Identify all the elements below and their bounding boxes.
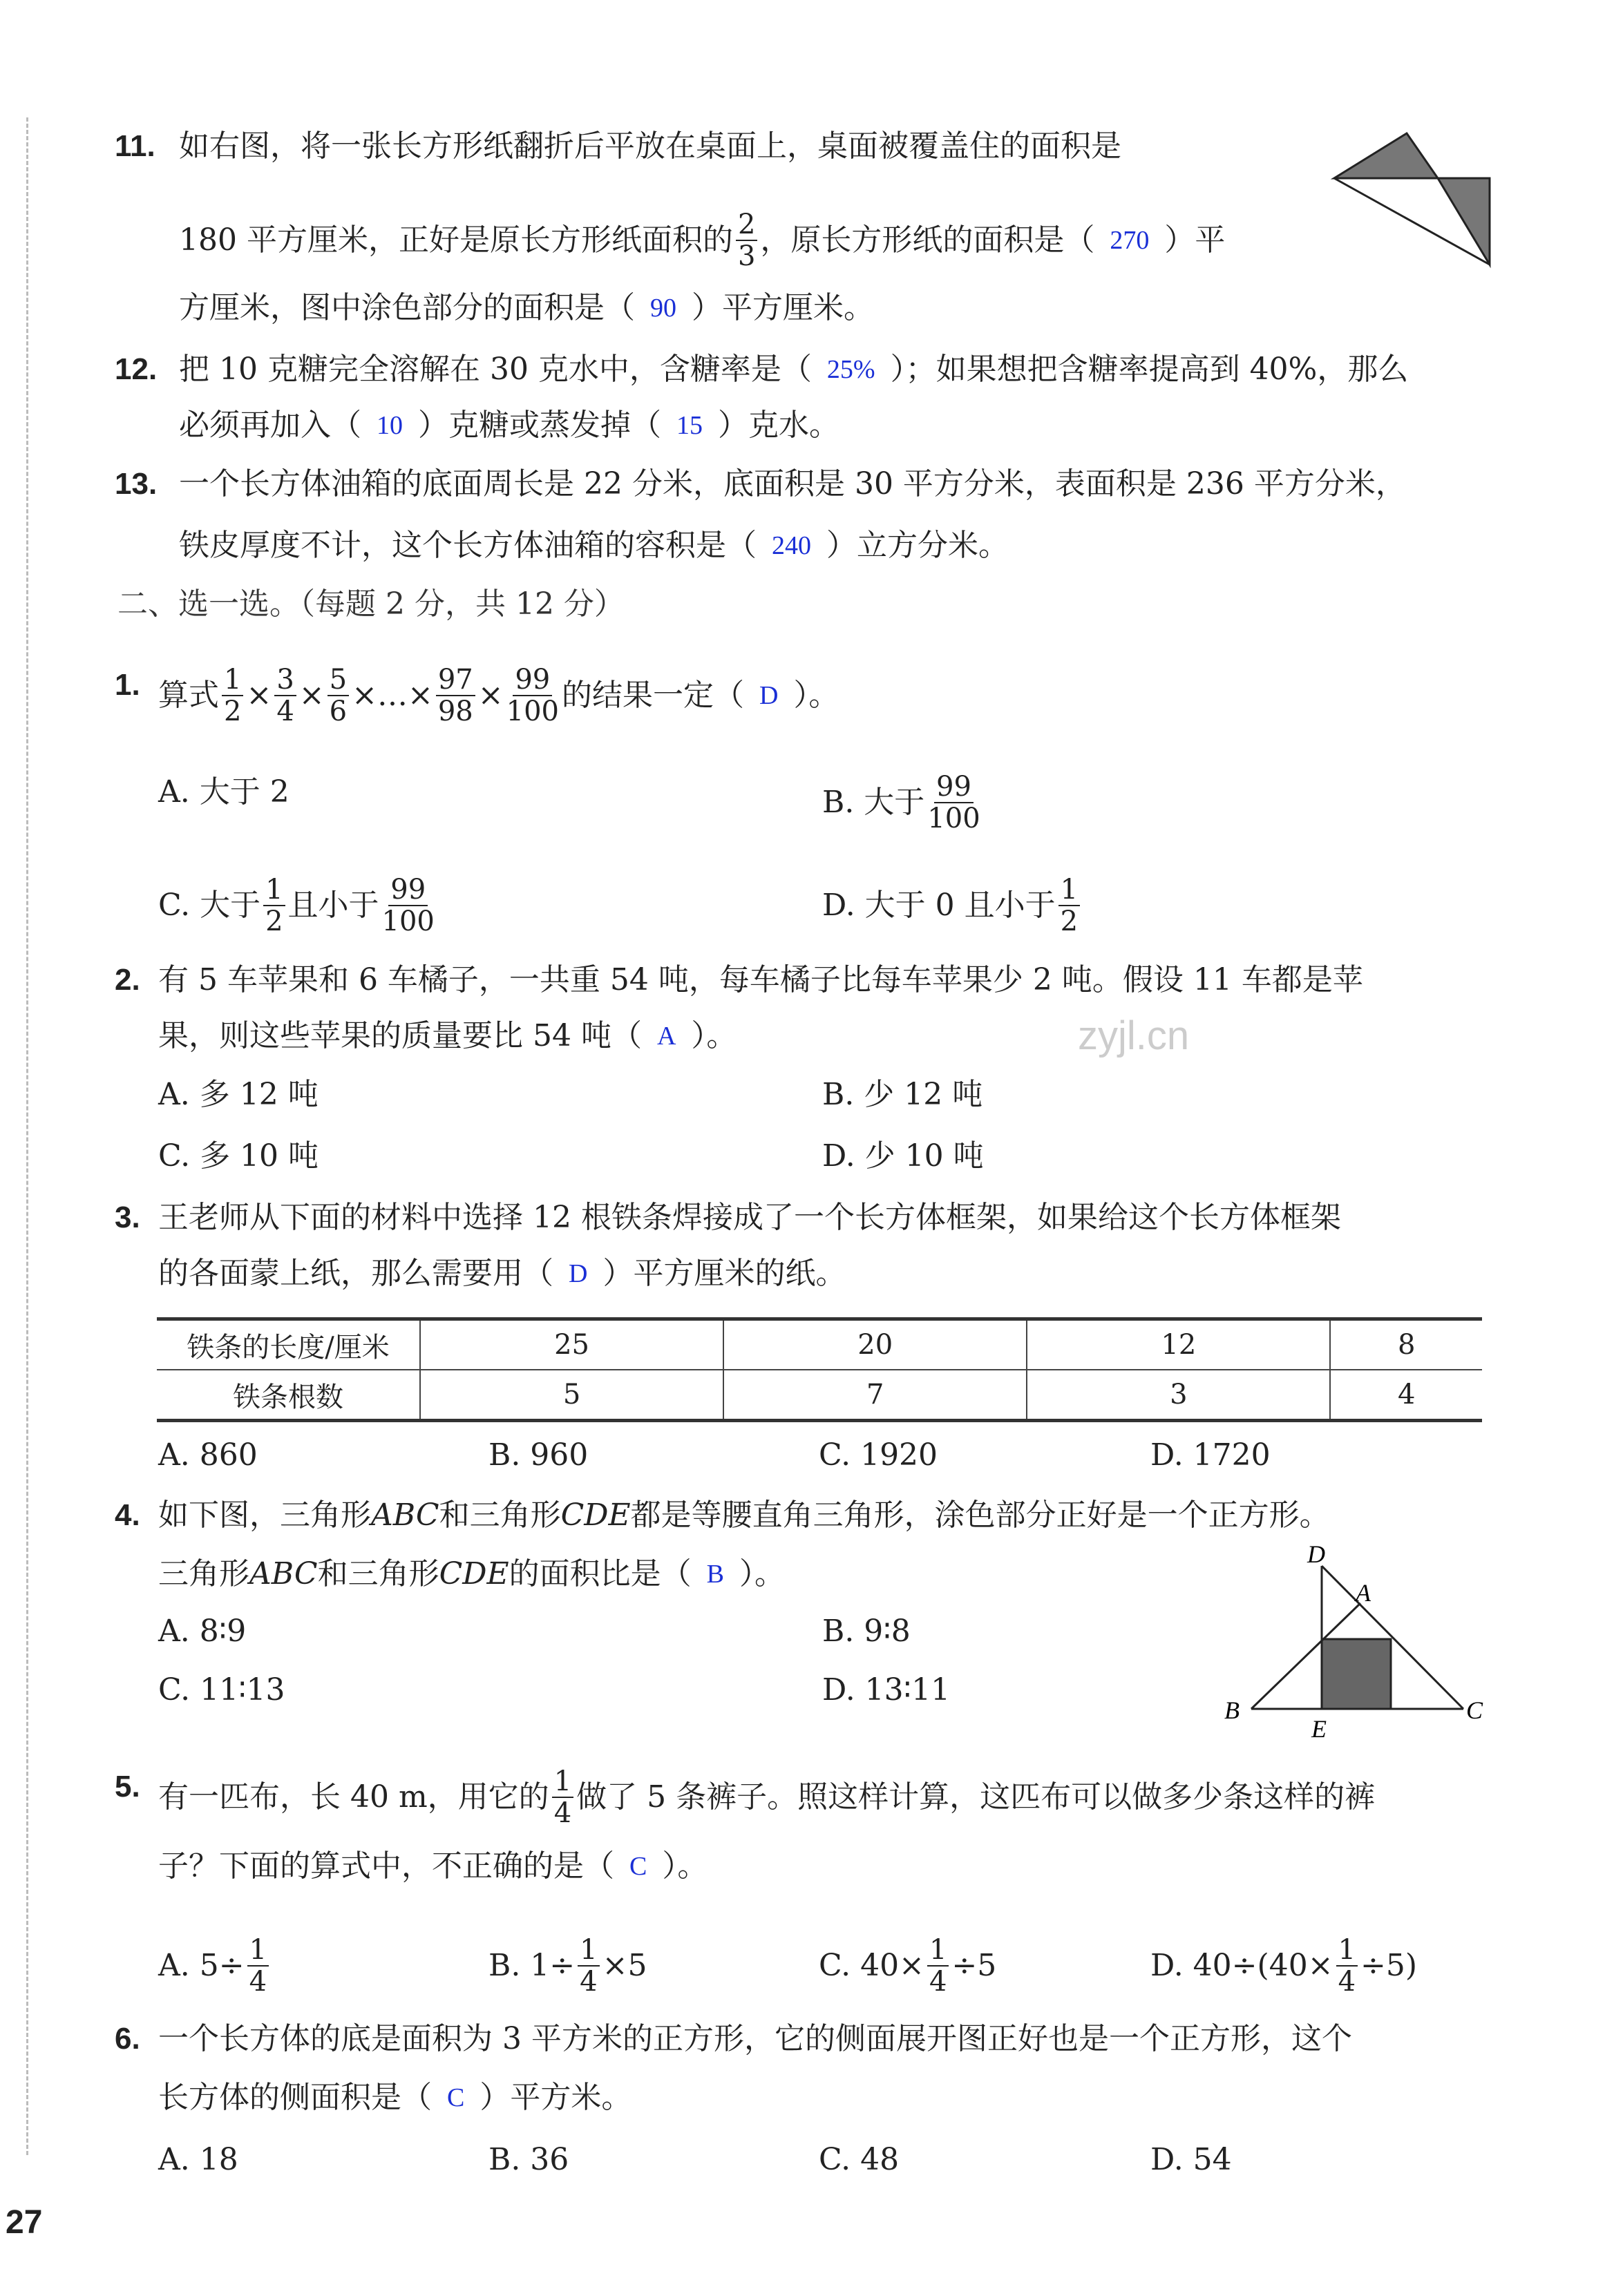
text-segment: D. 13∶11 (822, 1672, 951, 1707)
text-segment: 的各面蒙上纸，那么需要用（ (158, 1256, 553, 1291)
answer-text: 10 (377, 411, 403, 440)
text-segment: 如下图，三角形 (158, 1498, 371, 1533)
option-c[interactable] (158, 1136, 319, 1177)
text-segment: ）立方分米。 (826, 528, 1009, 563)
fraction (222, 664, 243, 727)
option-d[interactable] (822, 874, 1083, 937)
answer-text: D (759, 681, 779, 710)
iron-bar-table (157, 1317, 1482, 1422)
table-cell: 3 (1027, 1370, 1330, 1421)
question-text (179, 405, 839, 446)
shaded-square (1322, 1639, 1391, 1709)
fraction (927, 772, 980, 834)
fraction (247, 1935, 269, 1997)
option-a[interactable] (158, 1074, 319, 1116)
denominator: 4 (553, 1797, 572, 1829)
fraction (382, 874, 435, 937)
numerator: 1 (927, 1935, 949, 1967)
text-segment: 的面积比是（ (509, 1556, 692, 1591)
question-number: 5. (115, 1770, 140, 1804)
numerator: 1 (263, 874, 285, 906)
text-segment: 一个长方体的底是面积为 3 平方米的正方形，它的侧面展开图正好也是一个正方形，这个 (158, 2021, 1352, 2056)
question-number: 12. (115, 352, 158, 386)
denominator: 4 (276, 696, 294, 727)
question-number: 2. (115, 963, 140, 997)
text-segment: C. 大于 (158, 888, 261, 923)
answer-text: 240 (772, 531, 811, 560)
text-segment: 二、选一选。（每题 2 分，共 12 分） (117, 586, 625, 622)
option-a[interactable] (158, 772, 289, 813)
numerator: 1 (247, 1935, 269, 1967)
watermark: zyjl.cn (1078, 1013, 1190, 1058)
question-text (179, 287, 874, 329)
denominator: 6 (329, 696, 348, 727)
question-number: 1. (115, 668, 140, 702)
answer-text: C (629, 1852, 647, 1881)
question-text (158, 1015, 737, 1057)
text-segment: 果，则这些苹果的质量要比 54 吨（ (158, 1018, 642, 1053)
math-label: CDE (439, 1556, 509, 1591)
text-segment: ）；如果想把含糖率提高到 40%，那么 (890, 352, 1409, 387)
text-segment: 三角形 (158, 1556, 249, 1591)
text-segment: 如右图，将一张长方形纸翻折后平放在桌面上，桌面被覆盖住的面积是 (179, 128, 1121, 164)
option-d[interactable] (1150, 2139, 1232, 2181)
folded-paper-figure (1327, 128, 1492, 269)
shaded-sliver (1438, 178, 1490, 265)
text-segment: 方厘米，图中涂色部分的面积是（ (179, 290, 635, 325)
text-segment: 铁皮厚度不计，这个长方体油箱的容积是（ (179, 528, 757, 563)
option-b[interactable] (822, 1074, 982, 1116)
table-cell: 20 (723, 1319, 1027, 1370)
text-segment: 和三角形 (317, 1556, 439, 1591)
numerator: 1 (1336, 1935, 1358, 1967)
text-segment: B. 960 (488, 1437, 589, 1473)
denominator: 2 (224, 696, 242, 727)
denominator: 3 (737, 240, 756, 272)
text-segment: D. 少 10 吨 (822, 1138, 984, 1174)
text-segment: ÷5 (951, 1948, 997, 1983)
text-segment: C. 1920 (819, 1437, 938, 1473)
table-cell: 12 (1027, 1319, 1330, 1370)
text-segment: B. 少 12 吨 (822, 1077, 983, 1112)
answer-text: 25% (826, 355, 875, 384)
question-text (179, 525, 1009, 566)
numerator: 3 (274, 664, 296, 696)
text-segment: ×…× (352, 678, 433, 713)
text-segment: C. 多 10 吨 (158, 1138, 319, 1174)
fraction (1336, 1935, 1358, 1997)
math-label: ABC (371, 1498, 439, 1533)
text-segment: 都是等腰直角三角形，涂色部分正好是一个正方形。 (630, 1498, 1330, 1533)
text-segment: 有一匹布，长 40 m，用它的 (158, 1779, 549, 1815)
fraction (1058, 874, 1080, 937)
option-c[interactable] (819, 2139, 899, 2181)
fraction (552, 1766, 573, 1828)
row-header: 铁条根数 (233, 1381, 343, 1413)
text-segment: ）克水。 (718, 408, 839, 443)
option-a[interactable] (158, 1435, 258, 1476)
question-text (158, 1495, 1330, 1536)
label-c: C (1466, 1696, 1483, 1724)
text-segment: 有 5 车苹果和 6 车橘子，一共重 54 吨，每车橘子比每车苹果少 2 吨。假设 11 车都是苹 (158, 962, 1363, 997)
label-e: E (1311, 1715, 1327, 1743)
denominator: 4 (249, 1966, 267, 1998)
table-cell: 7 (723, 1370, 1027, 1421)
denominator: 100 (927, 803, 980, 834)
text-segment: ，原长方形纸的面积是（ (760, 222, 1095, 258)
answer-text: C (447, 2083, 465, 2112)
answer-text: 90 (650, 294, 676, 323)
fraction (263, 874, 285, 937)
text-segment: 的结果一定（ (561, 678, 744, 713)
numerator: 1 (1058, 874, 1080, 906)
text-segment: B. 9∶8 (822, 1614, 911, 1649)
fraction (436, 664, 475, 727)
option-b[interactable] (822, 1611, 911, 1652)
text-segment: A. 大于 2 (158, 774, 289, 810)
denominator: 2 (265, 906, 283, 937)
text-segment: ）平方厘米。 (692, 290, 874, 325)
question-text (158, 2077, 632, 2118)
text-segment: ）。 (739, 1556, 786, 1591)
label-a: A (1356, 1579, 1371, 1607)
option-d[interactable] (1150, 1935, 1417, 1997)
text-segment: C. 40× (819, 1948, 924, 1983)
text-segment: A. 多 12 吨 (158, 1077, 319, 1112)
page-number: 27 (6, 2204, 43, 2241)
text-segment: A. 8∶9 (158, 1614, 247, 1649)
section-heading (117, 584, 625, 625)
denominator: 4 (1338, 1966, 1356, 1998)
question-text (158, 1766, 1375, 1828)
binding-margin-line (26, 117, 28, 2155)
text-segment: 和三角形 (439, 1498, 561, 1533)
text-segment: 必须再加入（ (179, 408, 361, 443)
text-segment: ）平方米。 (480, 2080, 632, 2115)
numerator: 1 (552, 1766, 573, 1798)
denominator: 4 (929, 1966, 947, 1998)
question-number: 11. (115, 129, 155, 163)
table-row (157, 1319, 1482, 1370)
text-segment: × (298, 678, 325, 713)
fraction (506, 664, 559, 727)
text-segment: × (477, 678, 504, 713)
text-segment: A. 860 (158, 1437, 258, 1473)
text-segment: D. 40÷(40× (1150, 1948, 1333, 1983)
text-segment: 王老师从下面的材料中选择 12 根铁条焊接成了一个长方体框架，如果给这个长方体框架 (158, 1200, 1341, 1235)
question-text (158, 1197, 1341, 1238)
option-b[interactable] (488, 1935, 647, 1997)
question-number: 13. (115, 467, 158, 501)
answer-text: D (569, 1259, 588, 1288)
text-segment: C. 11∶13 (158, 1672, 285, 1707)
text-segment: B. 1÷ (488, 1948, 576, 1983)
text-segment: ）。 (662, 1848, 708, 1884)
option-d[interactable] (1150, 1435, 1271, 1476)
fraction (327, 664, 349, 727)
denominator: 98 (437, 696, 473, 727)
question-text (158, 2018, 1352, 2060)
numerator: 99 (388, 874, 428, 906)
triangles-figure (1216, 1537, 1492, 1744)
text-segment: B. 36 (488, 2142, 569, 2177)
answer-text: 15 (676, 411, 703, 440)
fraction (736, 209, 757, 271)
label-b: B (1224, 1696, 1240, 1724)
denominator: 100 (506, 696, 559, 727)
text-segment: ）平方厘米的纸。 (602, 1256, 846, 1291)
fraction (578, 1935, 599, 1997)
option-b[interactable] (822, 772, 983, 834)
answer-text: 270 (1110, 226, 1150, 255)
option-a[interactable] (158, 1611, 246, 1652)
text-segment: D. 54 (1150, 2142, 1232, 2177)
question-text (179, 126, 1121, 167)
question-number: 4. (115, 1498, 140, 1532)
math-label: ABC (249, 1556, 318, 1591)
text-segment: 把 10 克糖完全溶解在 30 克水中，含糖率是（ (179, 352, 812, 387)
denominator: 100 (381, 906, 435, 937)
question-number: 6. (115, 2022, 140, 2056)
question-number: 3. (115, 1200, 140, 1234)
text-segment: 子？下面的算式中，不正确的是（ (158, 1848, 614, 1884)
text-segment: D. 大于 0 且小于 (822, 888, 1056, 923)
shaded-triangle (1334, 133, 1438, 178)
option-b[interactable] (488, 1435, 588, 1476)
answer-text: B (706, 1560, 725, 1589)
table-cell: 4 (1330, 1370, 1482, 1421)
fraction (927, 1935, 949, 1997)
numerator: 99 (934, 772, 974, 803)
option-a[interactable] (158, 2139, 238, 2181)
numerator: 1 (578, 1935, 599, 1967)
question-text (179, 349, 1408, 390)
text-segment: 且小于 (287, 888, 379, 923)
table-cell: 25 (420, 1319, 723, 1370)
question-text (158, 1553, 785, 1595)
question-text (158, 959, 1363, 1001)
numerator: 99 (513, 664, 552, 696)
table-cell: 8 (1330, 1319, 1482, 1370)
question-text (158, 1846, 708, 1887)
text-segment: A. 18 (158, 2142, 238, 2177)
numerator: 97 (436, 664, 475, 696)
answer-text: A (656, 1022, 676, 1051)
table-cell: 5 (420, 1370, 723, 1421)
option-c[interactable] (819, 1935, 996, 1997)
label-d: D (1307, 1540, 1325, 1568)
text-segment: C. 48 (819, 2142, 900, 2177)
numerator: 1 (222, 664, 243, 696)
text-segment: 做了 5 条裤子。照这样计算，这匹布可以做多少条这样的裤 (576, 1779, 1376, 1815)
text-segment: ÷5) (1360, 1948, 1418, 1983)
text-segment: B. 大于 (822, 785, 925, 820)
math-label: CDE (560, 1498, 631, 1533)
numerator: 2 (736, 209, 757, 241)
denominator: 4 (580, 1966, 598, 1998)
text-segment: ）平 (1164, 222, 1226, 258)
question-text (179, 209, 1225, 271)
text-segment: × (246, 678, 272, 713)
question-text (179, 463, 1406, 505)
option-d[interactable] (822, 1136, 984, 1177)
option-c[interactable] (158, 1670, 285, 1711)
row-header: 铁条的长度/厘米 (157, 1319, 420, 1370)
text-segment: D. 1720 (1150, 1437, 1271, 1473)
question-text (158, 1253, 846, 1294)
text-segment: A. 5÷ (158, 1948, 245, 1983)
question-text (158, 664, 839, 727)
option-c[interactable] (819, 1435, 938, 1476)
numerator: 5 (327, 664, 349, 696)
table-row (157, 1370, 1482, 1421)
option-b[interactable] (488, 2139, 569, 2181)
text-segment: 180 平方厘米，正好是原长方形纸面积的 (179, 222, 733, 258)
text-segment: 一个长方体油箱的底面周长是 22 分米，底面积是 30 平方分米，表面积是 236 平方分米， (179, 466, 1406, 501)
text-segment: ×5 (602, 1948, 647, 1983)
text-segment: 长方体的侧面积是（ (158, 2080, 432, 2115)
fraction (274, 664, 296, 727)
text-segment: ）。 (793, 678, 839, 713)
option-d[interactable] (822, 1670, 950, 1711)
option-c[interactable] (158, 874, 437, 937)
denominator: 2 (1060, 906, 1079, 937)
text-segment: 算式 (158, 678, 219, 713)
text-segment: ）克糖或蒸发掉（ (418, 408, 661, 443)
option-a[interactable] (158, 1935, 272, 1997)
text-segment: ）。 (691, 1018, 737, 1053)
